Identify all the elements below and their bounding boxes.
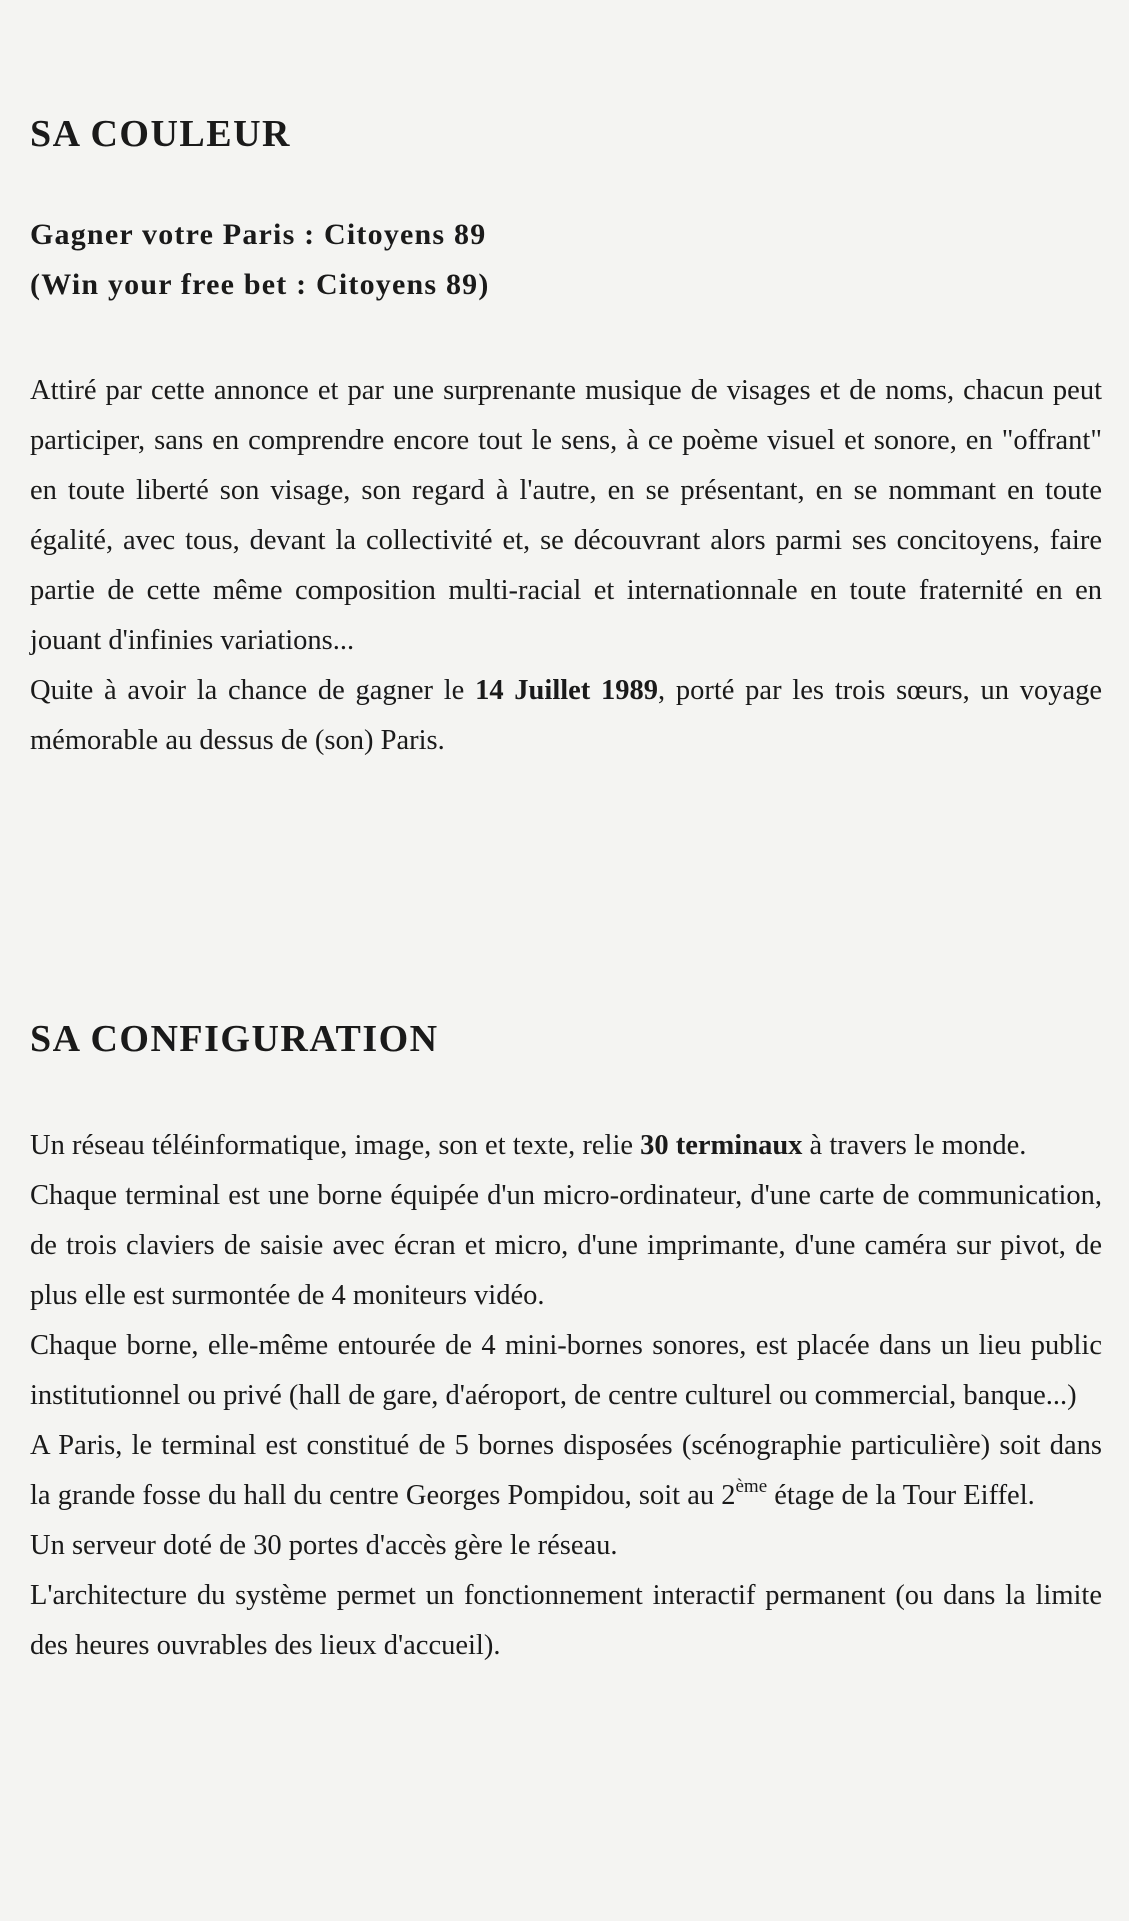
paragraph-paris-text-end: étage de la Tour Eiffel. [767,1480,1035,1511]
subtitle-win: (Win your free bet : Citoyens 89) [30,268,490,301]
paragraph-serveur: Un serveur doté de 30 portes d'accès gère le réseau. [30,1530,618,1561]
terminaux-bold: 30 terminaux [640,1130,803,1161]
paragraph-paris [30,1421,1102,1521]
superscript-eme: ème [735,1476,768,1497]
paragraph-attire: Attiré par cette annonce et par une surprenante musique de visages et de noms, chacun peut participer, sans en comprendre encore tout le sens, à ce poème visuel et sonore, en "offrant" en toute liberté son visage, son regard à l'autre, en se présentant, en se nommant en toute égalité, avec tous, devant la collectivité et, se découvrant alors parmi ses concitoyens, faire partie de cette même composition multi-racial et internationnale en toute fraternité en en jouant d'infinies variations... [30,375,1102,656]
paragraph-quite-text-end: , porté par les trois sœurs, un voyage mémorable au dessus de (son) Paris. [30,675,1102,756]
paragraph-reseau [30,1121,1102,1171]
date-bold: 14 Juillet 1989 [475,675,659,706]
paragraph-block-couleur [30,366,1102,766]
subtitle-gagner: Gagner votre Paris : Citoyens 89 [30,218,487,251]
paragraph-reseau-text-end: à travers le monde. [802,1130,1027,1161]
paragraph-paris-text-start: A Paris, le terminal est constitué de 5 bornes disposées (scénographie particulière) soit dans la grande fosse du hall du centre Georges Pompidou, soit au 2 [30,1430,1102,1511]
paragraph-borne: Chaque borne, elle-même entourée de 4 mini-bornes sonores, est placée dans un lieu public institutionnel ou privé (hall de gare, d'aéroport, de centre culturel ou commercial, banque...) [30,1330,1102,1411]
paragraph-quite [30,666,1102,766]
paragraph-quite-text-start: Quite à avoir la chance de gagner le [30,675,476,706]
section-heading-configuration: SA CONFIGURATION [30,1018,439,1060]
paragraph-architecture: L'architecture du système permet un fonctionnement interactif permanent (ou dans la limite des heures ouvrables des lieux d'accueil). [30,1580,1102,1661]
paragraph-terminal: Chaque terminal est une borne équipée d'un micro-ordinateur, d'une carte de communication, de trois claviers de saisie avec écran et micro, d'une imprimante, d'une caméra sur pivot, de plus elle est surmontée de 4 moniteurs vidéo. [30,1180,1102,1311]
section-heading-couleur: SA COULEUR [30,113,291,155]
paragraph-reseau-text-start: Un réseau téléinformatique, image, son et texte, relie [30,1130,641,1161]
paragraph-block-configuration [30,1121,1102,1671]
